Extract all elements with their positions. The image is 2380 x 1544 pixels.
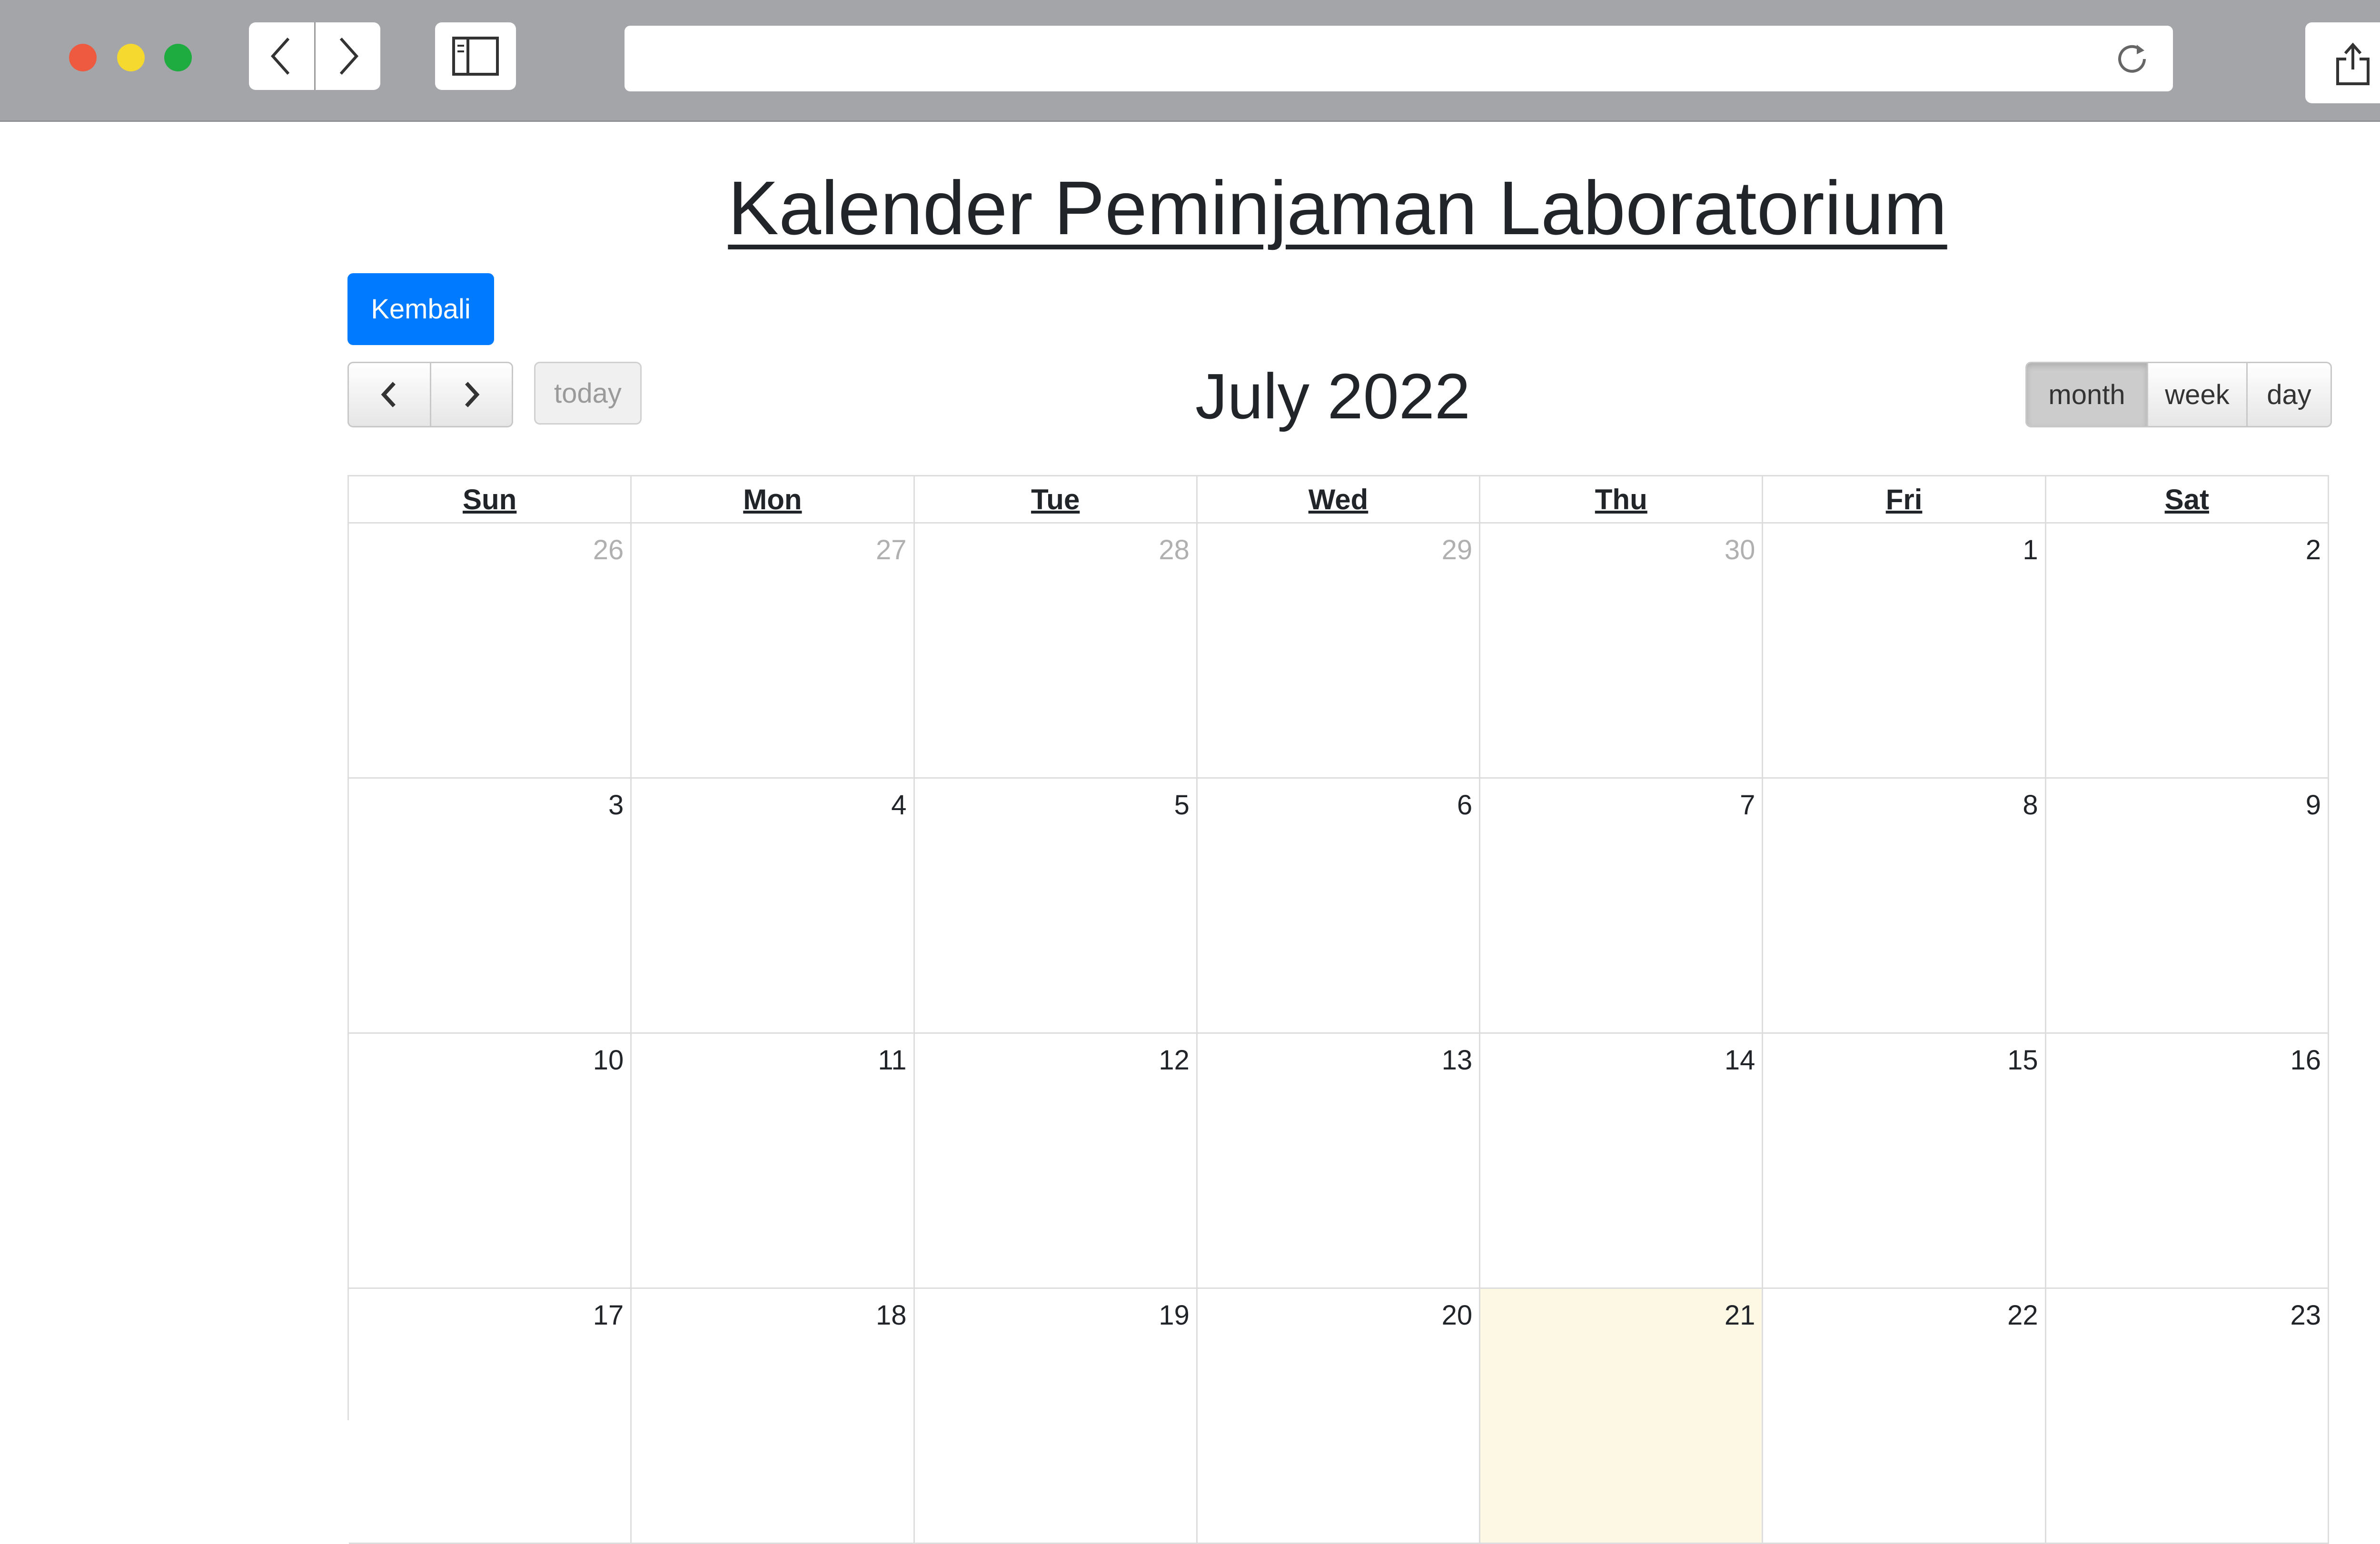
forward-nav-button[interactable] (314, 22, 381, 90)
day-number: 12 (1159, 1045, 1190, 1076)
calendar-week-row (349, 779, 2329, 1034)
day-cell[interactable] (915, 779, 1198, 1034)
history-nav (249, 22, 380, 90)
calendar-month-title: July 2022 (1195, 360, 1470, 432)
calendar-grid (347, 475, 2329, 1420)
day-cell[interactable] (1198, 779, 1480, 1034)
day-cell[interactable] (349, 779, 632, 1034)
next-month-button[interactable] (430, 363, 512, 426)
day-cell-today[interactable] (1480, 1289, 1763, 1544)
calendar-week-row (349, 1289, 2329, 1544)
day-number: 23 (2290, 1300, 2321, 1331)
day-cell[interactable] (1480, 779, 1763, 1034)
browser-toolbar (0, 0, 2380, 122)
day-cell[interactable] (2046, 1289, 2329, 1544)
day-number: 4 (891, 790, 907, 821)
day-number: 21 (1724, 1300, 1755, 1331)
day-cell[interactable] (2046, 524, 2329, 779)
day-cell[interactable] (632, 1034, 914, 1289)
day-cell[interactable] (1198, 524, 1480, 779)
share-icon (2334, 39, 2372, 87)
day-number: 27 (876, 534, 907, 565)
day-number: 18 (876, 1300, 907, 1331)
day-cell[interactable] (1480, 524, 1763, 779)
day-number: 6 (1457, 790, 1473, 821)
weekday-header: Sat (2046, 476, 2329, 524)
day-number: 29 (1441, 534, 1473, 565)
day-number: 30 (1724, 534, 1755, 565)
day-cell[interactable] (1763, 1034, 2046, 1289)
day-cell[interactable] (1198, 1289, 1480, 1544)
day-number: 7 (1740, 790, 1755, 821)
day-number: 14 (1724, 1045, 1755, 1076)
weekday-header: Fri (1763, 476, 2046, 524)
day-cell[interactable] (1763, 1289, 2046, 1544)
day-number: 17 (593, 1300, 624, 1331)
day-number: 16 (2290, 1045, 2321, 1076)
day-cell[interactable] (915, 1034, 1198, 1289)
day-number: 20 (1441, 1300, 1473, 1331)
view-switcher (2025, 362, 2332, 427)
view-month-button[interactable]: month (2027, 363, 2147, 426)
day-number: 15 (2007, 1045, 2038, 1076)
view-day-button[interactable]: day (2246, 363, 2330, 426)
day-cell[interactable] (349, 1289, 632, 1544)
day-number: 13 (1441, 1045, 1473, 1076)
back-arrow-icon (267, 35, 296, 78)
day-cell[interactable] (2046, 1034, 2329, 1289)
day-number: 9 (2305, 790, 2321, 821)
day-number: 19 (1159, 1300, 1190, 1331)
day-cell[interactable] (349, 524, 632, 779)
zoom-window-button[interactable] (164, 44, 192, 71)
day-cell[interactable] (1763, 524, 2046, 779)
reload-icon[interactable] (2113, 40, 2151, 78)
calendar-week-row (349, 524, 2329, 779)
today-button[interactable]: today (534, 362, 642, 425)
day-cell[interactable] (349, 1034, 632, 1289)
share-button[interactable] (2305, 22, 2380, 103)
day-number: 11 (878, 1045, 907, 1076)
weekday-header: Mon (632, 476, 914, 524)
weekday-header-row (349, 476, 2329, 524)
day-cell[interactable] (632, 524, 914, 779)
view-week-button[interactable]: week (2147, 363, 2246, 426)
weekday-header: Sun (349, 476, 632, 524)
forward-arrow-icon (334, 35, 362, 78)
address-bar[interactable] (625, 26, 2173, 91)
day-number: 28 (1159, 534, 1190, 565)
sidebar-button[interactable] (435, 22, 516, 90)
day-number: 26 (593, 534, 624, 565)
day-number: 22 (2007, 1300, 2038, 1331)
day-number: 2 (2305, 534, 2321, 565)
day-cell[interactable] (915, 524, 1198, 779)
sidebar-icon (452, 36, 499, 76)
prev-month-button[interactable] (349, 363, 430, 426)
chevron-left-icon (380, 380, 399, 409)
calendar-week-row (349, 1034, 2329, 1289)
day-cell[interactable] (632, 779, 914, 1034)
day-cell[interactable] (1198, 1034, 1480, 1289)
chevron-right-icon (462, 380, 481, 409)
weekday-header: Wed (1198, 476, 1480, 524)
day-cell[interactable] (1480, 1034, 1763, 1289)
back-nav-button[interactable] (249, 22, 314, 90)
calendar-nav-group (347, 362, 513, 427)
day-cell[interactable] (1763, 779, 2046, 1034)
weekday-header: Tue (915, 476, 1198, 524)
back-button[interactable]: Kembali (347, 273, 494, 345)
day-cell[interactable] (632, 1289, 914, 1544)
day-number: 8 (2023, 790, 2038, 821)
minimize-window-button[interactable] (117, 44, 145, 71)
day-number: 1 (2023, 534, 2038, 565)
close-window-button[interactable] (69, 44, 97, 71)
day-number: 5 (1174, 790, 1190, 821)
page-title: Kalender Peminjaman Laboratorium (728, 165, 1947, 250)
day-number: 10 (593, 1045, 624, 1076)
day-cell[interactable] (2046, 779, 2329, 1034)
weekday-header: Thu (1480, 476, 1763, 524)
day-number: 3 (608, 790, 624, 821)
day-cell[interactable] (915, 1289, 1198, 1544)
